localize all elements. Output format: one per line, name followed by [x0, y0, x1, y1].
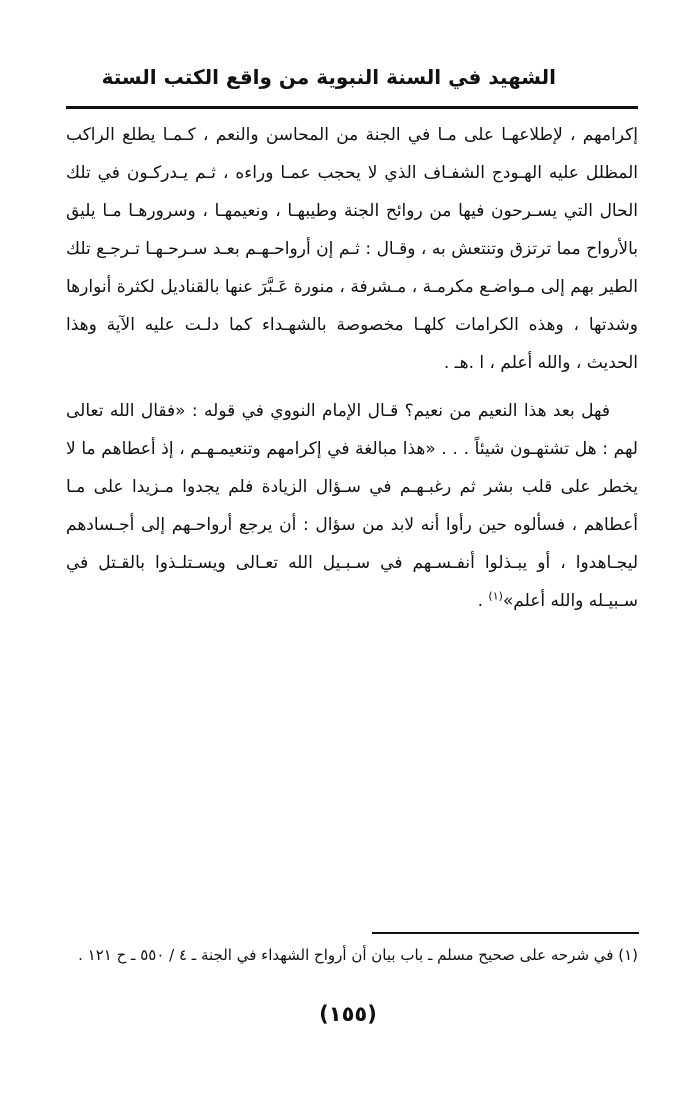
paragraph-end-mark: .: [477, 591, 489, 611]
paragraph-text: فهل بعد هذا النعيم من نعيم؟ قـال الإمام النووي في قوله : «فقال الله تعالى لهم : هل تشتهـون شيئاً . . . «هذا مبالغة في إكرامهم وتنعيمـهـم ، إذ أعطاهم ما لا يخطر على قلب بشر ثم رغبـهـم في سـؤال الزيادة فلم يجدوا مـزيدا على مـا أعطاهم ، فسألوه حين رأوا أنه لابد من سؤال : أن يرجع أرواحـهم إلى أجـسادهم ليجـاهدوا ، أو يبـذلوا أنفـسـهم في سـبـيل الله تعـالى ويسـتلـذوا بالقـتل في سـبيـله والله أعلم»: [66, 401, 638, 611]
page-number: (١٥٥): [319, 1002, 377, 1026]
footnote-reference[interactable]: (١): [488, 589, 503, 603]
footnote: (١) في شرحه على صحيح مسلم ـ باب بيان أن أرواح الشهداء في الجنة ـ ٤ / ٥٥٠ ـ ح ١٢١ .: [78, 946, 638, 964]
paragraph: إكرامهم ، لإطلاعهـا على مـا في الجنة من المحاسن والنعم ، كـمـا يطلع الراكب المظلل عليه الهـودج الشفـاف الذي لا يحجب عمـا وراءه ، ثـم يـدركـون في تلك الحال التي يسـرحون فيها من روائح الجنة وطيبهـا ، ونعيمهـا ، وسرورهـا مـا يليق بالأرواح مما ترتزق وتنتعش به ، وقـال : ثـم إن أرواحـهـم بعـد سـرحـهـا تـرجـع تلك الطير بهم إلى مـواضـع مكرمـة ، مـشرفة ، منورة عَـبَّرَ عنها بالقناديل لكثرة أنوارها وشدتها ، وهذه الكرامات كلهـا مخصوصة بالشهـداء كما دلـت عليه الآية وهذا الحديث ، والله أعلم ، ا .هـ .: [66, 125, 638, 373]
running-header: الشهيد في السنة النبوية من واقع الكتب الستة: [101, 65, 556, 89]
header-rule: [66, 106, 638, 109]
footnote-rule: [372, 932, 639, 934]
body-text: [66, 116, 638, 620]
paragraph: [66, 392, 638, 620]
